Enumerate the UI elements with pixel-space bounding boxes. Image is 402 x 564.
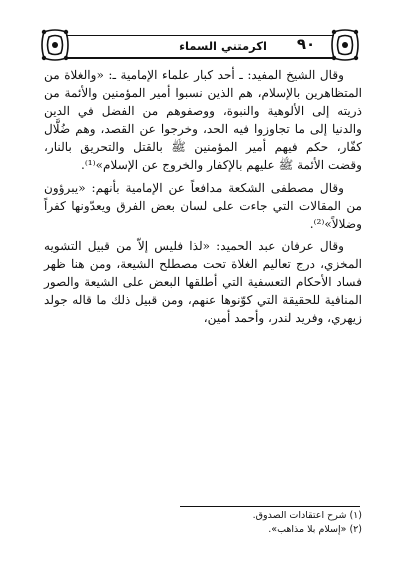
page-number: ٩٠: [296, 35, 316, 53]
page-header: [40, 28, 360, 62]
header-rule-bottom: [66, 57, 334, 59]
main-text: [44, 66, 362, 327]
paragraph-irfan-quote: وقال عرفان عبد الحميد: «لذا فليس إلاّ من قبيل التشويه المخزي، درج تعاليم الغلاة تحت مصطلح الشيعة، ومن هنا ظهر فساد الأحكام التعسفية التي أطلقها البعض على الشيعة والصور المنافية للحقيقة التي كوّنوها عنهم، ومن قبيل ذلك ما قاله جولد زيهري، وفريد لندر، وأحمد أمين،: [44, 238, 362, 326]
corner-ornament-icon: [330, 28, 360, 62]
paragraph-shakaa-quote: وقال مصطفى الشكعة مدافعاً عن الإمامية بأنهم: «يبرؤون من المقالات التي جاءت على لسان بعض الفرق ويعدّونها كفراً وضلالاً»⁽²⁾.: [44, 180, 362, 231]
paragraph-mufid-quote: وقال الشيخ المفيد: ـ أحد كبار علماء الإمامية ـ: «والغلاة من المتظاهرين بالإسلام، هم الذين نسبوا أمير المؤمنين والأئمة من ذريته إلى الألوهية والنبوة، ووصفوهم من الفضل في الدين والدنيا إلى ما تجاوزوا فيه الحد، وخرجوا عن القصد، وهم ضُلَّال كفّار، حكم فيهم أمير المؤمنين ﷺ بالقتل والتحريق بالنار، وقضت الأئمة ﷺ عليهم بالإكفار والخروج عن الإسلام»⁽¹⁾.: [44, 68, 362, 173]
footnotes: [44, 509, 362, 537]
book-title: اكرمتني السماء: [179, 39, 267, 53]
footnote-1: (١) شرح اعتقادات الصدوق.: [252, 510, 362, 521]
footnote-2: (٢) «إسلام بلا مذاهب».: [268, 524, 362, 535]
footnote-separator: [180, 506, 360, 507]
